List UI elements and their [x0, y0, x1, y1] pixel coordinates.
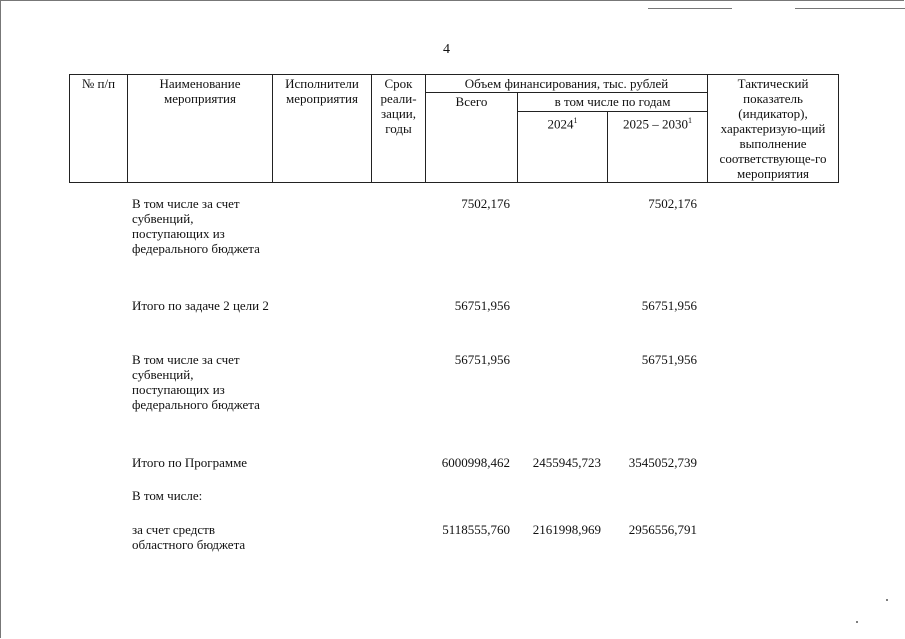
- row-2024: 2455945,723: [532, 455, 601, 470]
- header-col-year-2025-2030: 2025 – 2030$^1$: [608, 112, 708, 183]
- row-2024: 2161998,969: [532, 522, 601, 537]
- header-col-num: № п/п: [70, 75, 128, 183]
- row-2025-2030: 56751,956: [641, 298, 697, 313]
- row-total: 56751,956: [454, 298, 510, 313]
- row-2025-2030: 3545052,739: [628, 455, 697, 470]
- row-label: В том числе за счет субвенций, поступающих из федерального бюджета: [132, 352, 260, 412]
- scan-speck: [886, 599, 888, 601]
- row-total: 5118555,760: [442, 522, 510, 537]
- row-label: за счет средств областного бюджета: [132, 522, 246, 552]
- row-2025-2030: 56751,956: [641, 352, 697, 367]
- header-col-name: Наименование мероприятия: [128, 75, 273, 183]
- row-total: 7502,176: [461, 196, 510, 211]
- row-label: Итого по Программе: [132, 455, 248, 470]
- row-label: В том числе:: [132, 488, 203, 503]
- row-2025-2030: 7502,176: [648, 196, 697, 211]
- row-2025-2030: 2956556,791: [628, 522, 697, 537]
- header-col-financing: Объем финансирования, тыс. рублей: [426, 75, 708, 93]
- page-number: 4: [443, 42, 450, 57]
- header-col-by-years: в том числе по годам: [518, 93, 708, 112]
- header-col-year-2024: 2024$^1$: [518, 112, 608, 183]
- row-label: В том числе за счет субвенций, поступающих из федерального бюджета: [132, 196, 260, 256]
- header-col-indicator: Тактический показатель (индикатор), характеризую-щий выполнение соответствующе-го мероприятия: [708, 75, 839, 183]
- row-total: 6000998,462: [441, 455, 510, 470]
- scan-speck: [856, 621, 858, 623]
- header-col-executors: Исполнители мероприятия: [273, 75, 372, 183]
- header-col-total: Всего: [426, 93, 518, 183]
- header-col-term: Срок реали-зации, годы: [372, 75, 426, 183]
- row-label: Итого по задаче 2 цели 2: [132, 298, 269, 313]
- row-total: 56751,956: [454, 352, 510, 367]
